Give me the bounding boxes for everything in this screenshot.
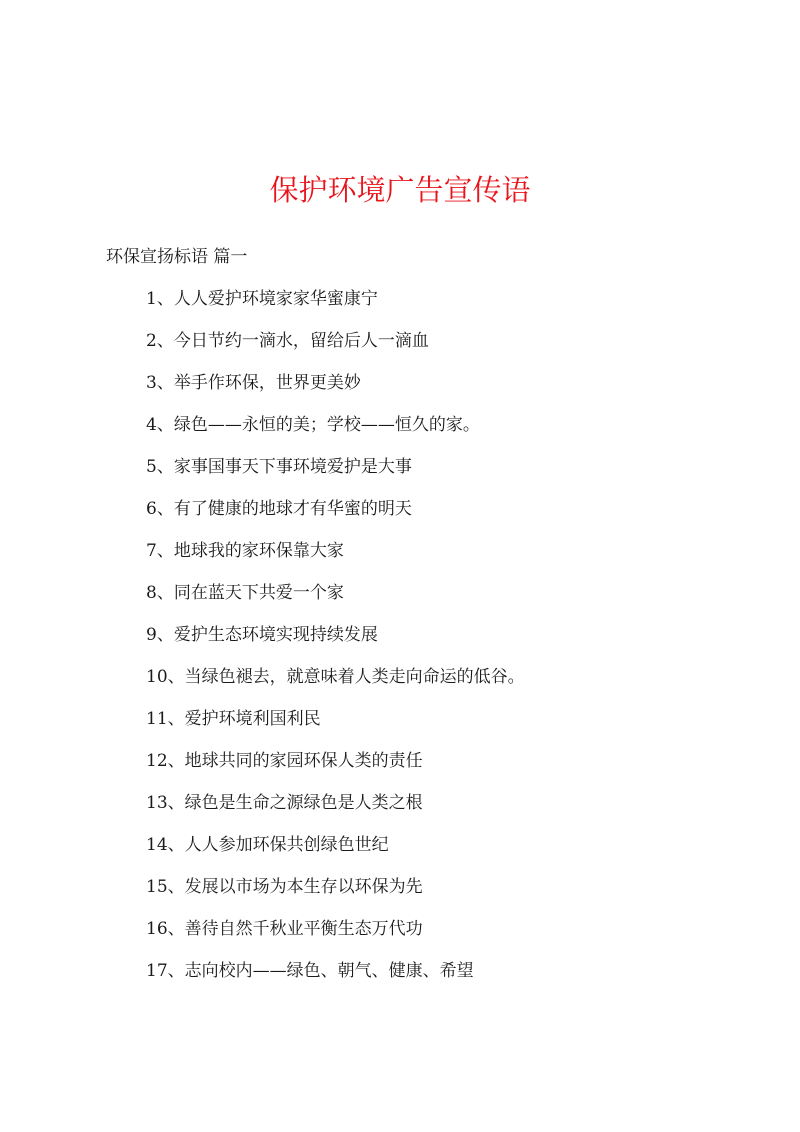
list-item: 13、绿色是生命之源绿色是人类之根 (146, 793, 423, 813)
list-item: 9、爱护生态环境实现持续发展 (146, 625, 378, 645)
list-item: 8、同在蓝天下共爱一个家 (146, 583, 344, 603)
list-item: 6、有了健康的地球才有华蜜的明天 (146, 499, 412, 519)
list-item: 11、爱护环境利国利民 (146, 709, 321, 729)
list-item: 5、家事国事天下事环境爱护是大事 (146, 457, 412, 477)
list-item: 2、今日节约一滴水，留给后人一滴血 (146, 331, 429, 351)
list-item: 12、地球共同的家园环保人类的责任 (146, 751, 423, 771)
list-item: 3、举手作环保，世界更美妙 (146, 373, 361, 393)
list-item: 14、人人参加环保共创绿色世纪 (146, 835, 389, 855)
list-item: 15、发展以市场为本生存以环保为先 (146, 877, 423, 897)
list-item: 7、地球我的家环保靠大家 (146, 541, 344, 561)
list-item: 4、绿色——永恒的美；学校——恒久的家。 (146, 415, 480, 435)
section-heading: 环保宣扬标语 篇一 (106, 247, 248, 267)
list-item: 17、志向校内——绿色、朝气、健康、希望 (146, 961, 474, 981)
document-title: 保护环境广告宣传语 (269, 173, 531, 207)
slogan-list (146, 285, 525, 999)
list-item: 1、人人爱护环境家家华蜜康宁 (146, 289, 378, 309)
list-item: 16、善待自然千秋业平衡生态万代功 (146, 919, 423, 939)
list-item: 10、当绿色褪去，就意味着人类走向命运的低谷。 (146, 667, 525, 687)
